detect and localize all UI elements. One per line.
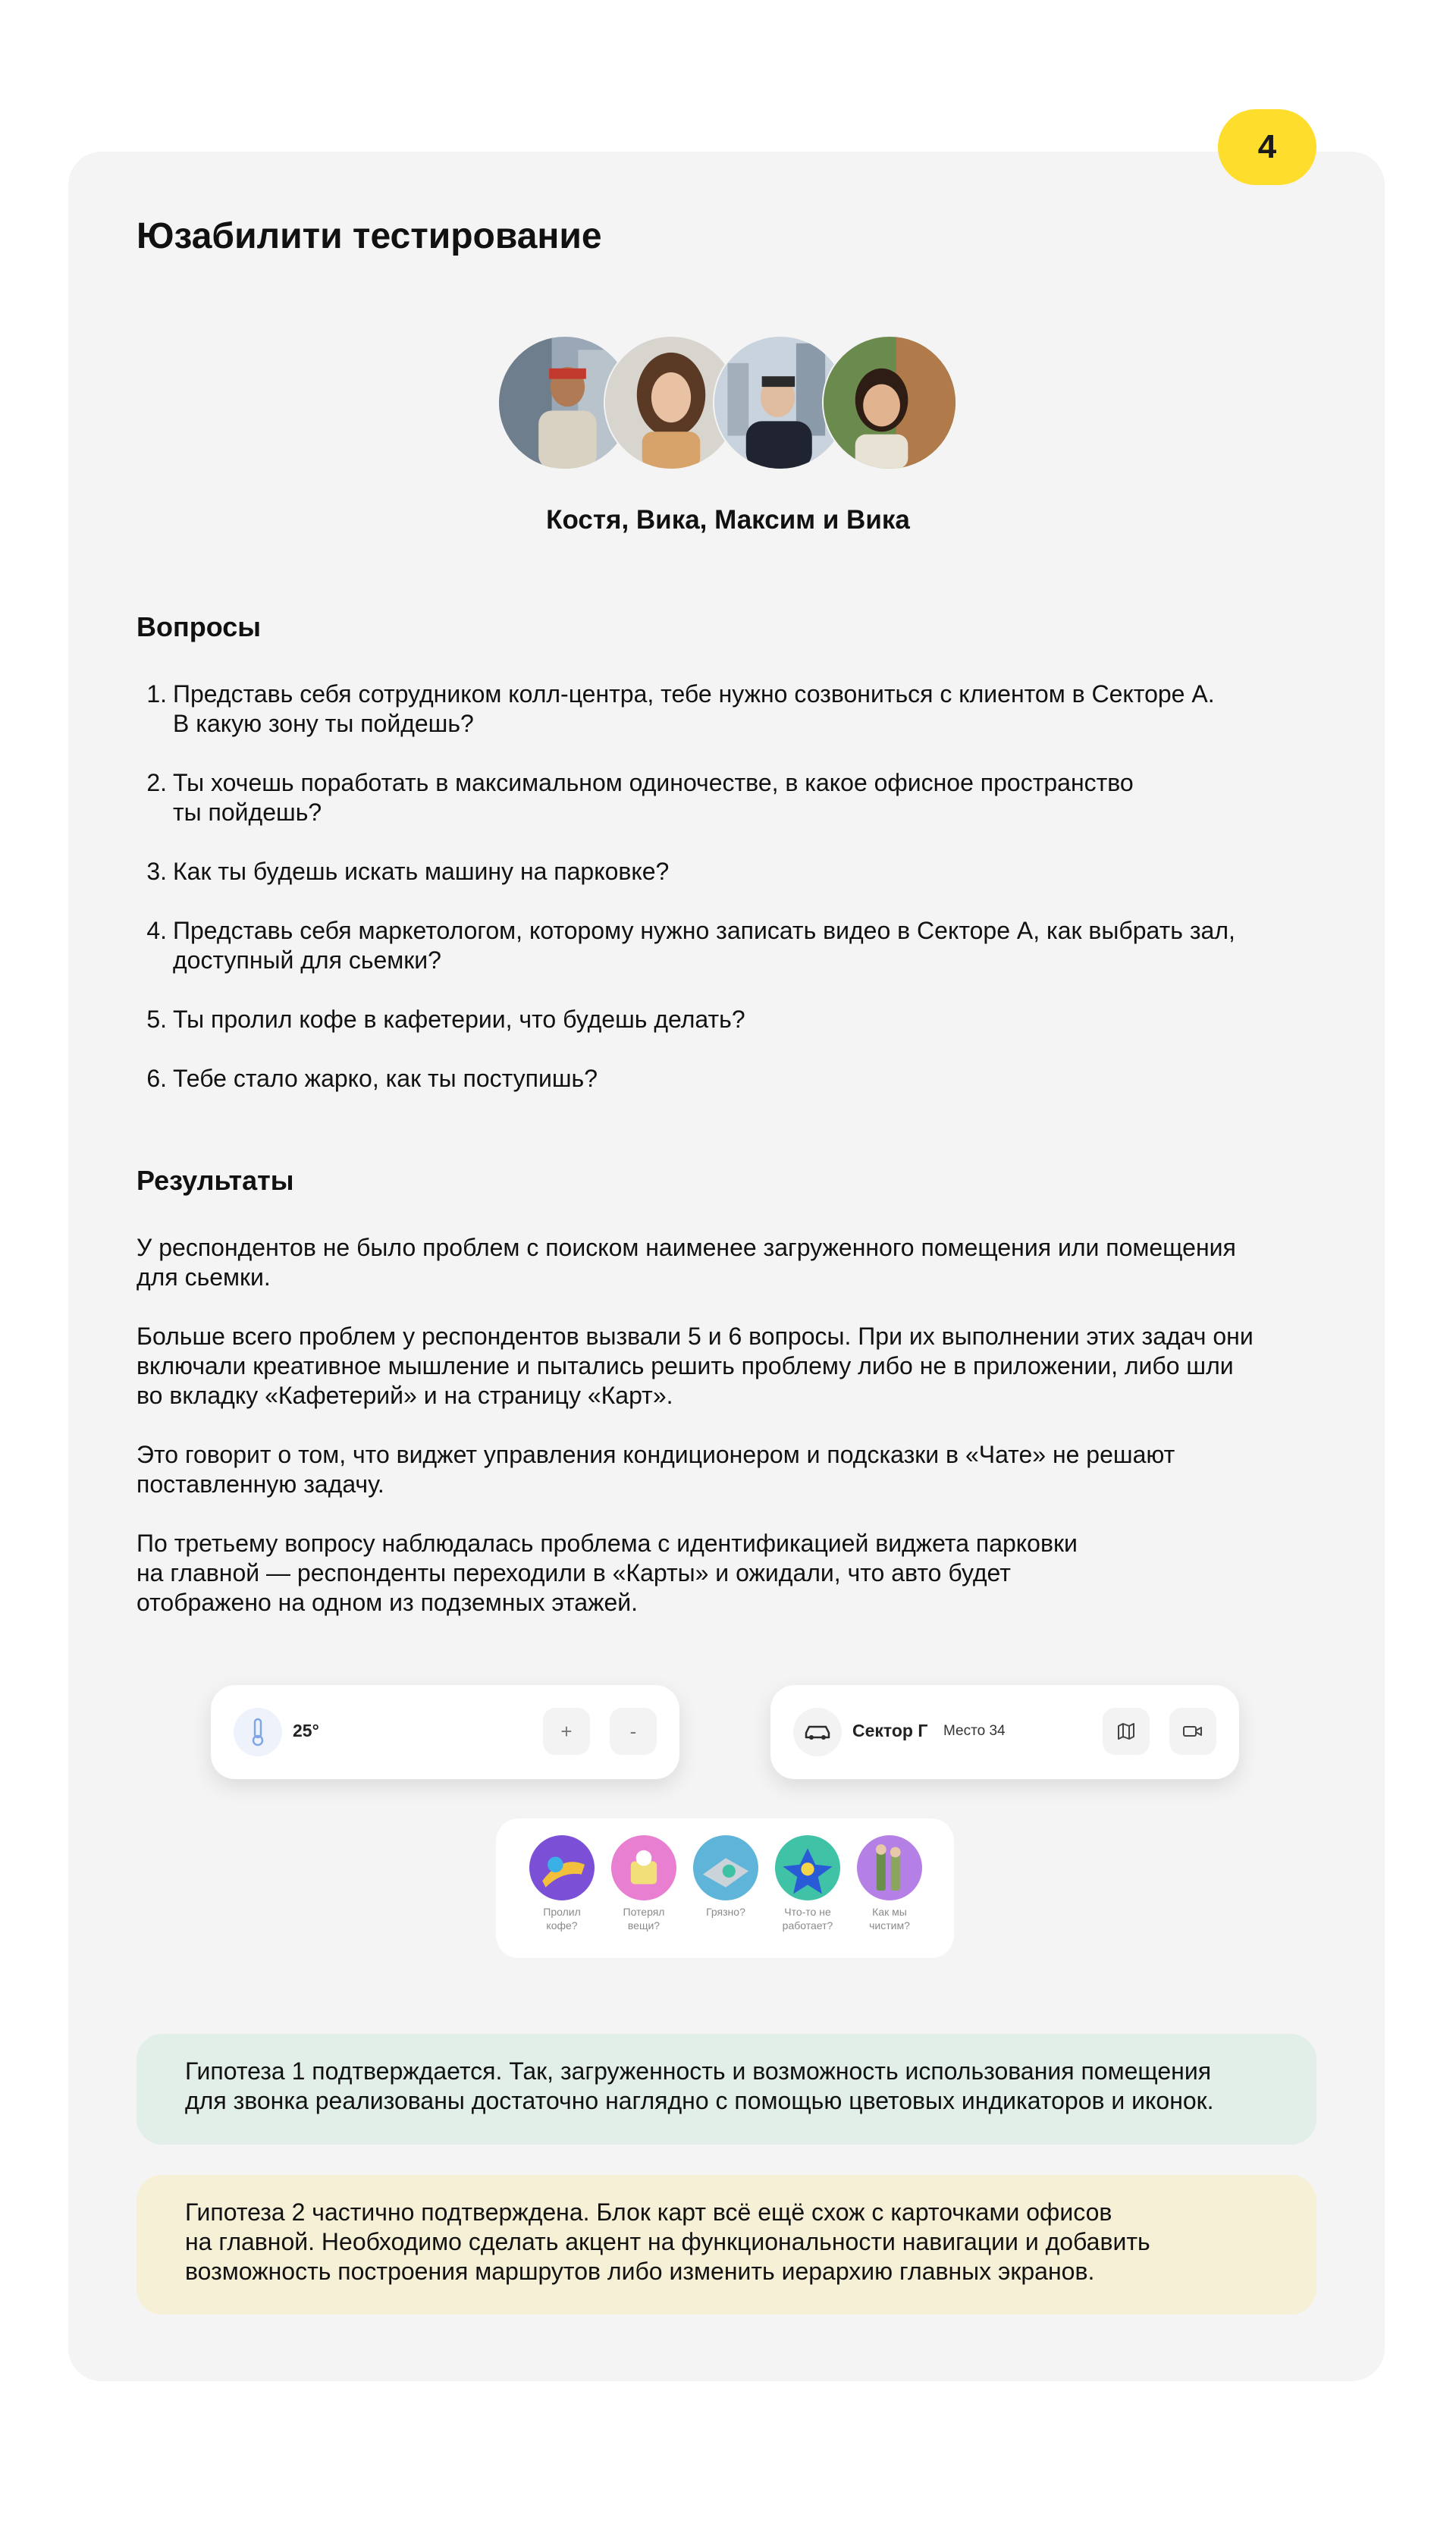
parking-place: Место 34 <box>943 1723 1006 1739</box>
story-how-we-clean[interactable]: Как мы чистим? <box>857 1835 922 1932</box>
page-title: Юзабилити тестирование <box>136 216 602 256</box>
results-paragraph: У респондентов не было проблем с поиском наименее загруженного помещения или помещения для сьемки. <box>136 1234 1236 1291</box>
story-image <box>857 1835 922 1900</box>
question-item: 2. Ты хочешь поработать в максимальном одиночестве, в какое офисное пространство ты пойдешь? <box>146 769 1134 826</box>
results-text <box>136 1233 1320 1647</box>
car-icon <box>793 1708 842 1756</box>
map-button[interactable] <box>1103 1708 1150 1755</box>
story-spilled-coffee[interactable]: Пролил кофе? <box>529 1835 595 1932</box>
participant-names: Костя, Вика, Максим и Вика <box>546 505 910 535</box>
story-image <box>775 1835 840 1900</box>
story-image <box>529 1835 595 1900</box>
question-item: 5. Ты пролил кофе в кафетерии, что будешь делать? <box>146 1006 745 1033</box>
story-not-working[interactable]: Что-то не работает? <box>775 1835 840 1932</box>
temperature-minus-button[interactable]: - <box>610 1708 657 1755</box>
temperature-plus-button[interactable]: + <box>543 1708 590 1755</box>
question-item: 1. Представь себя сотрудником колл-центра, тебе нужно созвониться с клиентом в Секторе А. В какую зону ты пойдешь? <box>146 680 1215 737</box>
results-paragraph: Это говорит о том, что виджет управления кондиционером и подсказки в «Чате» не решают поставленную задачу. <box>136 1441 1175 1498</box>
hypothesis-1: Гипотеза 1 подтверждается. Так, загруженность и возможность использования помещения для звонка реализованы достаточно наглядно с помощью цветовых индикаторов и иконок. <box>136 2034 1316 2145</box>
results-paragraph: Больше всего проблем у респондентов вызвали 5 и 6 вопросы. При их выполнении этих задач они включали креативное мышление и пытались решить проблему либо не в приложении, либо шли во вкладку «Кафетерий» и на страницу «Карт». <box>136 1323 1254 1409</box>
parking-sector: Сектор Г <box>852 1721 928 1740</box>
participant-avatars <box>497 335 956 470</box>
story-image <box>693 1835 758 1900</box>
climate-widget[interactable] <box>211 1685 679 1779</box>
results-heading: Результаты <box>136 1165 294 1196</box>
map-icon <box>1116 1721 1137 1742</box>
temperature-value: 25° <box>293 1721 319 1740</box>
results-paragraph: По третьему вопросу наблюдалась проблема с идентификацией виджета парковки на главной — респонденты переходили в «Карты» и ожидали, что авто будет отображено на одном из подземных этажей. <box>136 1530 1078 1616</box>
video-button[interactable] <box>1169 1708 1216 1755</box>
story-lost-items[interactable]: Потерял вещи? <box>611 1835 676 1932</box>
question-item: 4. Представь себя маркетологом, которому нужно записать видео в Секторе А, как выбрать зал, доступный для сьемки? <box>146 917 1235 974</box>
question-item: 6. Тебе стало жарко, как ты поступишь? <box>146 1065 598 1092</box>
video-icon <box>1181 1722 1204 1740</box>
questions-list <box>136 679 1320 1123</box>
question-item: 3. Как ты будешь искать машину на парковке? <box>146 858 670 885</box>
stories-widget <box>496 1819 954 1958</box>
story-image <box>611 1835 676 1900</box>
parking-widget[interactable] <box>770 1685 1239 1779</box>
hypothesis-2: Гипотеза 2 частично подтверждена. Блок карт всё ещё схож с карточками офисов на главной. Необходимо сделать акцент на функциональности навигации и добавить возможность построения маршрутов либо изменить иерархию главных экранов. <box>136 2175 1316 2314</box>
story-dirty[interactable]: Грязно? <box>693 1835 758 1919</box>
questions-heading: Вопросы <box>136 611 262 642</box>
page-number-badge: 4 <box>1218 109 1316 185</box>
avatar-vika-2 <box>822 335 957 470</box>
thermometer-icon <box>234 1708 282 1756</box>
